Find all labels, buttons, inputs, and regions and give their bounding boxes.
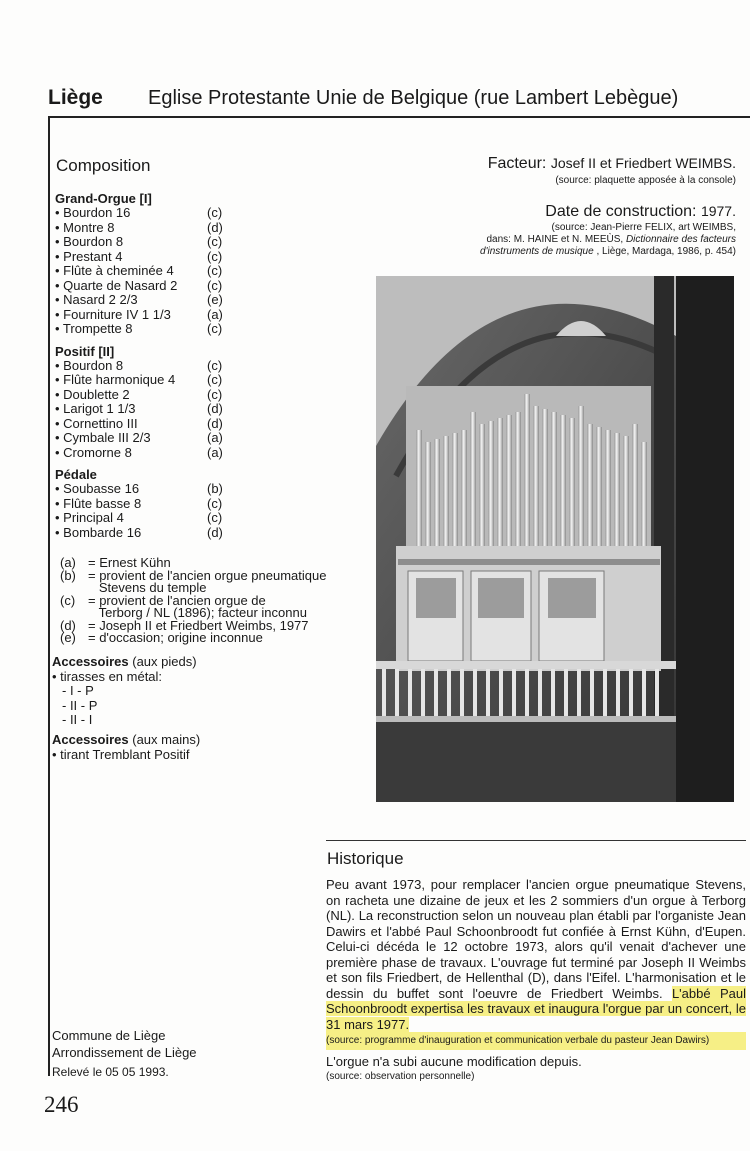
accessoires-mains-line: • tirant Tremblant Positif xyxy=(52,746,190,762)
stop-name: • Prestant 4 xyxy=(55,248,123,264)
footer-releve: Relevé le 05 05 1993. xyxy=(52,1065,169,1079)
stop-origin-code: (c) xyxy=(207,248,223,264)
baluster xyxy=(473,669,477,716)
organ-pipe xyxy=(623,436,629,546)
stop-origin-code: (c) xyxy=(207,321,223,336)
baluster xyxy=(421,669,425,716)
baluster xyxy=(434,669,438,716)
facteur-label: Facteur: xyxy=(487,155,547,172)
footer-location xyxy=(52,1027,197,1081)
organ-pipe xyxy=(443,436,449,546)
baluster xyxy=(551,669,555,716)
page-number: 246 xyxy=(44,1092,79,1117)
stop-name: • Bourdon 8 xyxy=(55,234,124,249)
historique-highlight-source: (source: programme d'inauguration et communication verbale du pasteur Jean Dawirs) xyxy=(326,1032,746,1050)
legend-row xyxy=(60,632,326,645)
stop-row xyxy=(55,446,237,461)
baluster xyxy=(538,669,542,716)
stop-origin-code: (c) xyxy=(207,510,223,525)
baluster xyxy=(499,669,503,716)
stop-name: • Larigot 1 1/3 xyxy=(55,401,136,416)
header-rule xyxy=(48,116,750,118)
organ-pipe xyxy=(515,412,521,546)
accessoires-mains-qualifier: (aux mains) xyxy=(132,732,201,747)
date-source-line1: (source: Jean-Pierre FELIX, art WEIMBS, xyxy=(551,222,736,233)
city-title: Liège xyxy=(48,86,103,109)
stop-origin-code: (c) xyxy=(207,386,223,402)
stops-list xyxy=(55,191,237,540)
organ-pipe xyxy=(596,427,602,546)
accessoires-pieds-line: - II - I xyxy=(62,712,93,727)
stop-origin-code: (d) xyxy=(207,524,223,540)
stop-origin-code: (c) xyxy=(207,205,223,220)
stop-origin-code: (c) xyxy=(207,357,223,373)
baluster xyxy=(577,669,581,716)
organ-pipe xyxy=(578,406,584,546)
stop-name: • Principal 4 xyxy=(55,510,124,525)
date-source-book-title-cont: d'instruments de musique xyxy=(480,246,594,257)
stop-row xyxy=(55,279,237,294)
legend-key: (c) xyxy=(60,592,76,608)
organ-pipe xyxy=(605,430,611,546)
legend-text: = d'occasion; origine inconnue xyxy=(88,630,263,645)
legend-text: Terborg / NL (1896); facteur inconnu xyxy=(88,605,307,620)
organ-pipe xyxy=(452,433,458,546)
organ-pipe xyxy=(479,424,485,546)
composition-title: Composition xyxy=(56,156,151,175)
date-value: 1977. xyxy=(700,203,736,219)
accessoires-pieds-line: - II - P xyxy=(62,697,98,713)
stop-row xyxy=(55,308,237,323)
organ-pipe xyxy=(461,430,467,546)
stop-row xyxy=(55,221,237,236)
historique-source-2: (source: observation personnelle) xyxy=(326,1071,475,1082)
stop-row xyxy=(55,511,237,526)
stop-origin-code: (d) xyxy=(207,415,223,431)
stop-name: • Nasard 2 2/3 xyxy=(55,292,138,307)
baluster xyxy=(460,669,464,716)
historique-paragraph: Peu avant 1973, pour remplacer l'ancien orgue pneumatique Stevens, on racheta une dizaine de jeux et les 2 sommiers d'un orgue à Terborg (NL). La reconstruction selon un nouveau plan établi par l'organiste Jean Dawirs et l'abbé Paul Schoonbroodt fut confiée à Ernst Kühn, d'Eupen. Celui-ci décéda le 12 octobre 1973, alors qu'il venait d'achever une première phase de travaux. L'ouvrage fut terminé par Joseph II Weimbs et son fils Friedbert, de Hellenthal (D), dans l'Eifel. L'harmonisation et le dessin du buffet sont l'oeuvre de Friedbert Weimbs. xyxy=(326,877,746,1001)
facteur-value: Josef II et Friedbert WEIMBS. xyxy=(550,155,736,171)
stop-name: • Soubasse 16 xyxy=(55,481,140,496)
baluster xyxy=(603,669,607,716)
stop-name: • Cromorne 8 xyxy=(55,444,132,460)
stop-row xyxy=(55,402,237,417)
stop-name: • Cymbale III 2/3 xyxy=(55,430,151,445)
date-label: Date de construction: xyxy=(545,203,697,220)
legend-key: (a) xyxy=(60,555,76,570)
organ-pipe xyxy=(434,439,440,546)
stop-row xyxy=(55,431,237,446)
organ-pipe xyxy=(533,406,539,546)
historique-paragraph-2: L'orgue n'a subi aucune modification depuis. xyxy=(326,1053,582,1069)
stop-origin-code: (c) xyxy=(207,495,223,511)
accessoires-pieds-title: Accessoires xyxy=(52,654,129,669)
legend-text: Stevens du temple xyxy=(88,580,207,595)
organ-pipe xyxy=(641,442,647,546)
facteur-block xyxy=(488,155,736,186)
legend-key: (d) xyxy=(60,617,76,633)
legend-text: = provient de l'ancien orgue de xyxy=(88,592,266,608)
legend-text: = provient de l'ancien orgue pneumatique xyxy=(88,567,327,583)
stop-row xyxy=(55,482,237,497)
stop-name: • Bourdon 16 xyxy=(55,205,131,220)
historique-rule xyxy=(326,840,746,841)
stop-row xyxy=(55,388,237,403)
stop-origin-code: (c) xyxy=(207,277,223,293)
accessoires-pieds-line: - I - P xyxy=(62,683,94,698)
organ-pipe xyxy=(416,430,422,546)
historique-highlight: L'abbé Paul Schoonbroodt expertisa les travaux et inaugura l'orgue par un concert, le 31 mars 1977. xyxy=(326,985,746,1032)
stop-row xyxy=(55,235,237,250)
baluster xyxy=(395,669,399,716)
stop-name: • Quarte de Nasard 2 xyxy=(55,277,178,293)
baluster xyxy=(655,669,659,716)
legend xyxy=(60,557,326,645)
organ-pipe xyxy=(587,424,593,546)
organ-pipe xyxy=(542,409,548,546)
stop-name: • Bombarde 16 xyxy=(55,524,142,540)
stop-name: • Montre 8 xyxy=(55,219,115,235)
stop-row xyxy=(55,206,237,221)
organ-pipe xyxy=(524,394,530,546)
organ-pipe xyxy=(506,415,512,546)
organ-pipe xyxy=(632,424,638,546)
baluster xyxy=(447,669,451,716)
stop-row xyxy=(55,293,237,308)
stop-row xyxy=(55,250,237,265)
stop-origin-code: (d) xyxy=(207,401,223,416)
stop-row xyxy=(55,497,237,512)
stop-row xyxy=(55,373,237,388)
stop-row xyxy=(55,264,237,279)
historique-text xyxy=(326,877,746,1085)
accessoires-pieds-qualifier: (aux pieds) xyxy=(132,654,197,669)
organ-pipe xyxy=(551,412,557,546)
stop-origin-code: (c) xyxy=(207,372,223,387)
left-rule xyxy=(48,116,50,1076)
stop-origin-code: (c) xyxy=(207,263,223,278)
baluster xyxy=(564,669,568,716)
baluster xyxy=(642,669,646,716)
stop-origin-code: (a) xyxy=(207,430,223,445)
legend-key: (b) xyxy=(60,567,76,583)
baluster xyxy=(629,669,633,716)
legend-text: = Joseph II et Friedbert Weimbs, 1977 xyxy=(88,617,309,633)
stop-origin-code: (e) xyxy=(207,292,223,307)
stop-name: • Cornettino III xyxy=(55,415,138,431)
legend-text: = Ernest Kühn xyxy=(88,555,171,570)
stop-name: • Trompette 8 xyxy=(55,321,133,336)
baluster xyxy=(590,669,594,716)
accessoires-mains-title: Accessoires xyxy=(52,732,129,747)
facteur-source: (source: plaquette apposée à la console) xyxy=(555,175,736,186)
stop-name: • Bourdon 8 xyxy=(55,357,124,373)
organ-photo xyxy=(376,276,734,802)
accessoires-mains xyxy=(52,733,200,762)
stop-row xyxy=(55,322,237,337)
stop-origin-code: (d) xyxy=(207,219,223,235)
stop-origin-code: (c) xyxy=(207,234,223,249)
footer-commune: Commune de Liège xyxy=(52,1028,166,1043)
baluster xyxy=(525,669,529,716)
baluster xyxy=(382,669,386,716)
footer-arrondissement: Arrondissement de Liège xyxy=(52,1045,197,1060)
stop-origin-code: (b) xyxy=(207,481,223,496)
organ-pipe xyxy=(497,418,503,546)
stop-origin-code: (a) xyxy=(207,306,223,322)
stop-row xyxy=(55,359,237,374)
stop-name: • Flûte basse 8 xyxy=(55,495,142,511)
division-title: Grand-Orgue [I] xyxy=(55,191,152,206)
division-title: Positif [II] xyxy=(55,343,115,359)
baluster xyxy=(512,669,516,716)
baluster xyxy=(616,669,620,716)
stop-name: • Doublette 2 xyxy=(55,386,130,402)
date-source-book-title: Dictionnaire des facteurs xyxy=(625,234,736,245)
date-block xyxy=(480,201,736,258)
organ-pipe xyxy=(425,442,431,546)
organ-pipe xyxy=(470,412,476,546)
stop-name: • Flûte à cheminée 4 xyxy=(55,263,174,278)
accessoires-pieds-line: • tirasses en métal: xyxy=(52,668,163,684)
stop-name: • Flûte harmonique 4 xyxy=(55,372,176,387)
stop-name: • Fourniture IV 1 1/3 xyxy=(55,306,171,322)
historique-title: Historique xyxy=(327,849,404,868)
stop-row xyxy=(55,417,237,432)
organ-pipe xyxy=(614,433,620,546)
church-title: Eglise Protestante Unie de Belgique (rue Lambert Lebègue) xyxy=(148,87,679,109)
organ-pipe xyxy=(569,418,575,546)
organ-illustration xyxy=(376,276,734,802)
date-source-line3: , Liège, Mardaga, 1986, p. 454) xyxy=(593,246,736,257)
legend-key: (e) xyxy=(60,630,76,645)
stop-row xyxy=(55,526,237,541)
date-source-line2: dans: M. HAINE et N. MEEÙS, xyxy=(486,234,626,245)
stop-origin-code: (a) xyxy=(207,444,223,460)
organ-pipe xyxy=(560,415,566,546)
baluster xyxy=(408,669,412,716)
accessoires-pieds xyxy=(52,655,197,728)
baluster xyxy=(486,669,490,716)
organ-pipe xyxy=(488,421,494,546)
division-title: Pédale xyxy=(55,467,97,482)
